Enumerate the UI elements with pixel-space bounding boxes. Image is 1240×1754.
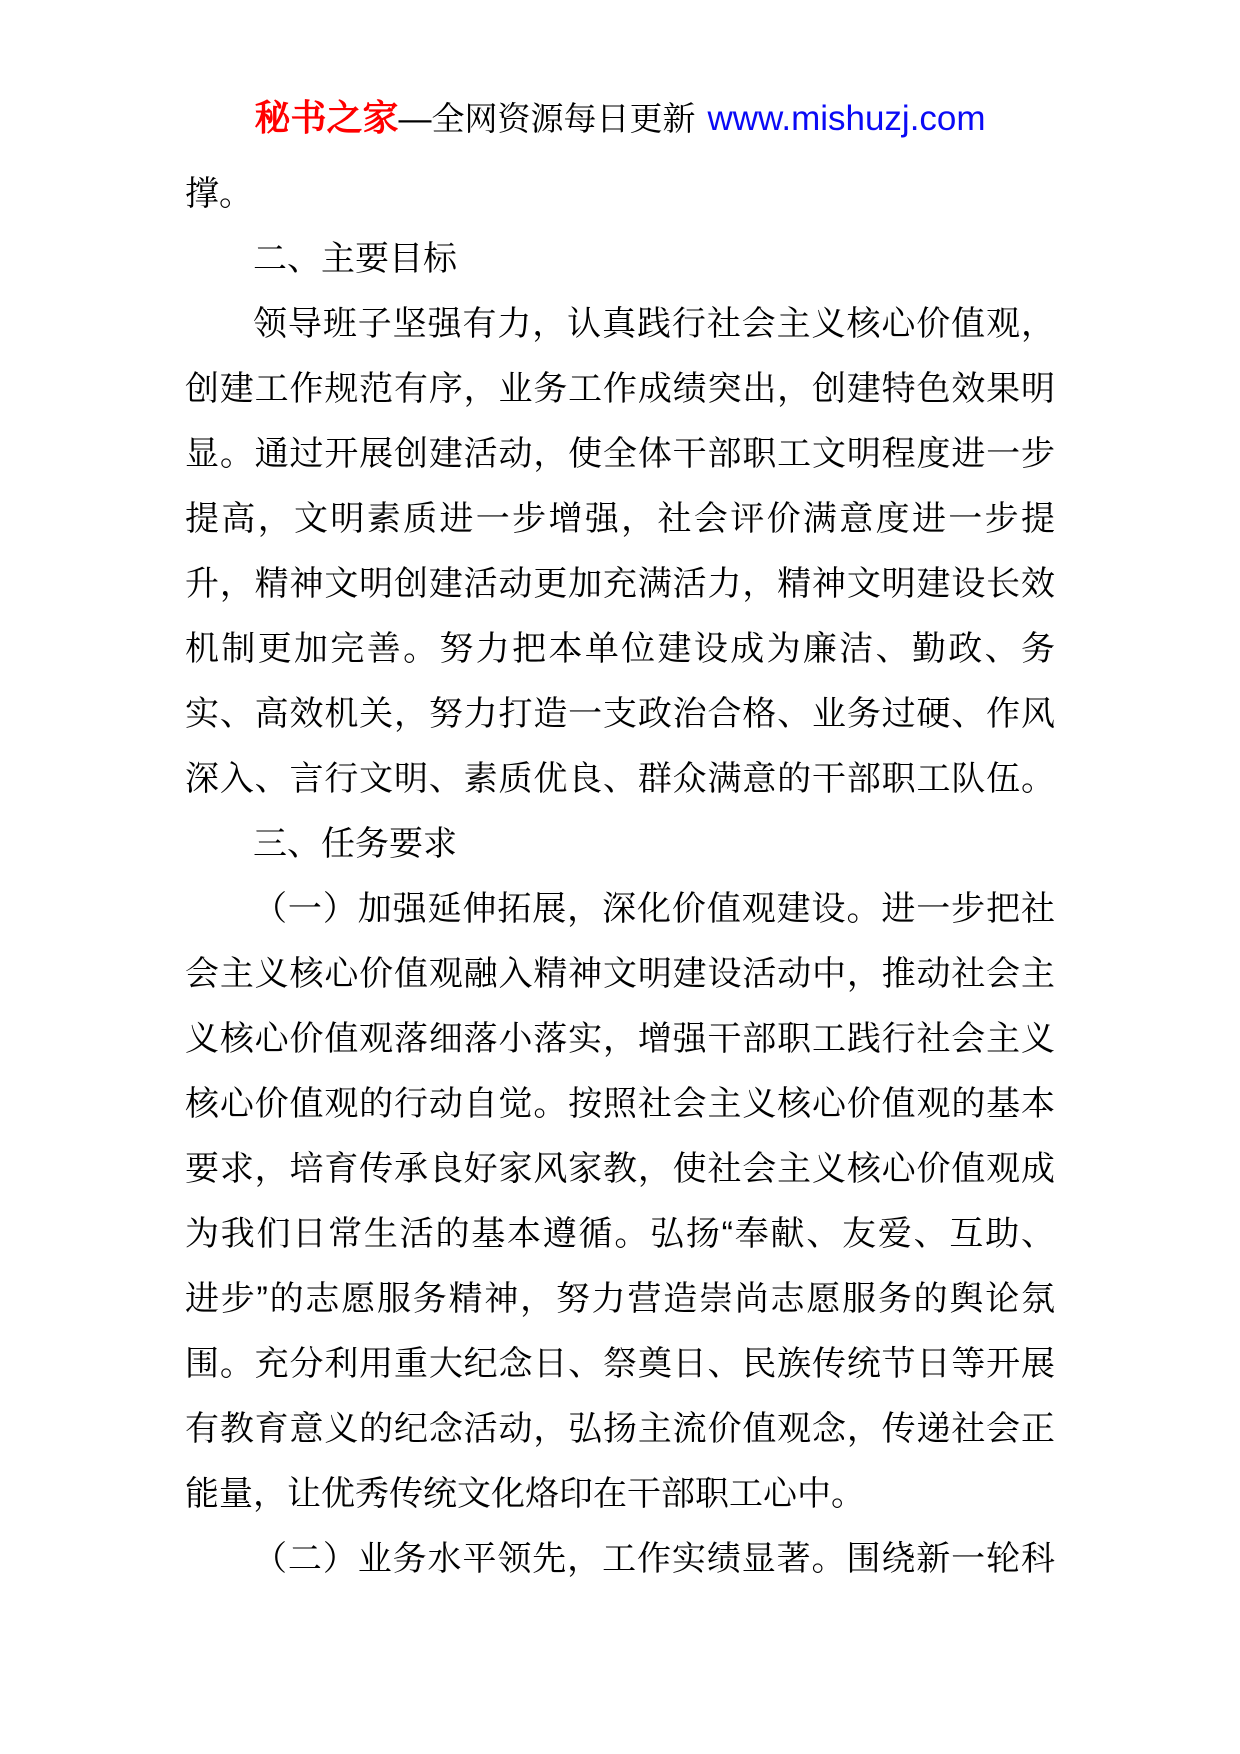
text-line: 进步”的志愿服务精神，努力营造崇尚志愿服务的舆论氛 [185,1280,1055,1318]
text-line: 机制更加完善。努力把本单位建设成为廉洁、勤政、务 [185,630,1055,668]
text-line: 有教育意义的纪念活动，弘扬主流价值观念，传递社会正 [185,1410,1055,1448]
text-line: 会主义核心价值观融入精神文明建设活动中，推动社会主 [185,955,1055,993]
text-line: 升，精神文明创建活动更加充满活力，精神文明建设长效 [185,565,1055,603]
document-body [185,162,1055,1592]
text-line: 创建工作规范有序，业务工作成绩突出，创建特色效果明 [185,370,1055,408]
text-line: 能量，让优秀传统文化烙印在干部职工心中。 [185,1475,865,1513]
text-line: 要求，培育传承良好家风家教，使社会主义核心价值观成 [185,1150,1055,1188]
text-line: 领导班子坚强有力，认真践行社会主义核心价值观， [253,305,1055,343]
brand-text: 秘书之家 [254,97,399,138]
text-line: 围。充分利用重大纪念日、祭奠日、民族传统节日等开展 [185,1345,1055,1383]
text-line: 义核心价值观落细落小落实，增强干部职工践行社会主义 [185,1020,1055,1058]
text-line: 实、高效机关，努力打造一支政治合格、业务过硬、作风 [185,695,1055,733]
section-heading: 二、主要目标 [253,240,457,278]
section-heading: 三、任务要求 [253,825,457,863]
text-line: 显。通过开展创建活动，使全体干部职工文明程度进一步 [185,435,1055,473]
text-line: 深入、言行文明、素质优良、群众满意的干部职工队伍。 [185,760,1055,798]
dash-separator: — [398,100,432,137]
tagline-text: 全网资源每日更新 [431,100,696,137]
paragraph-continuation-line: 撑。 [185,175,253,213]
text-line: （二）业务水平领先，工作实绩显著。围绕新一轮科 [253,1540,1055,1578]
text-line: （一）加强延伸拓展，深化价值观建设。进一步把社 [253,890,1055,928]
text-line: 核心价值观的行动自觉。按照社会主义核心价值观的基本 [185,1085,1055,1123]
page-header [0,96,1240,148]
text-line: 提高，文明素质进一步增强，社会评价满意度进一步提 [185,500,1055,538]
site-url-link[interactable]: www.mishuzj.com [707,99,986,138]
text-line: 为我们日常生活的基本遵循。弘扬“奉献、友爱、互助、 [185,1215,1055,1253]
